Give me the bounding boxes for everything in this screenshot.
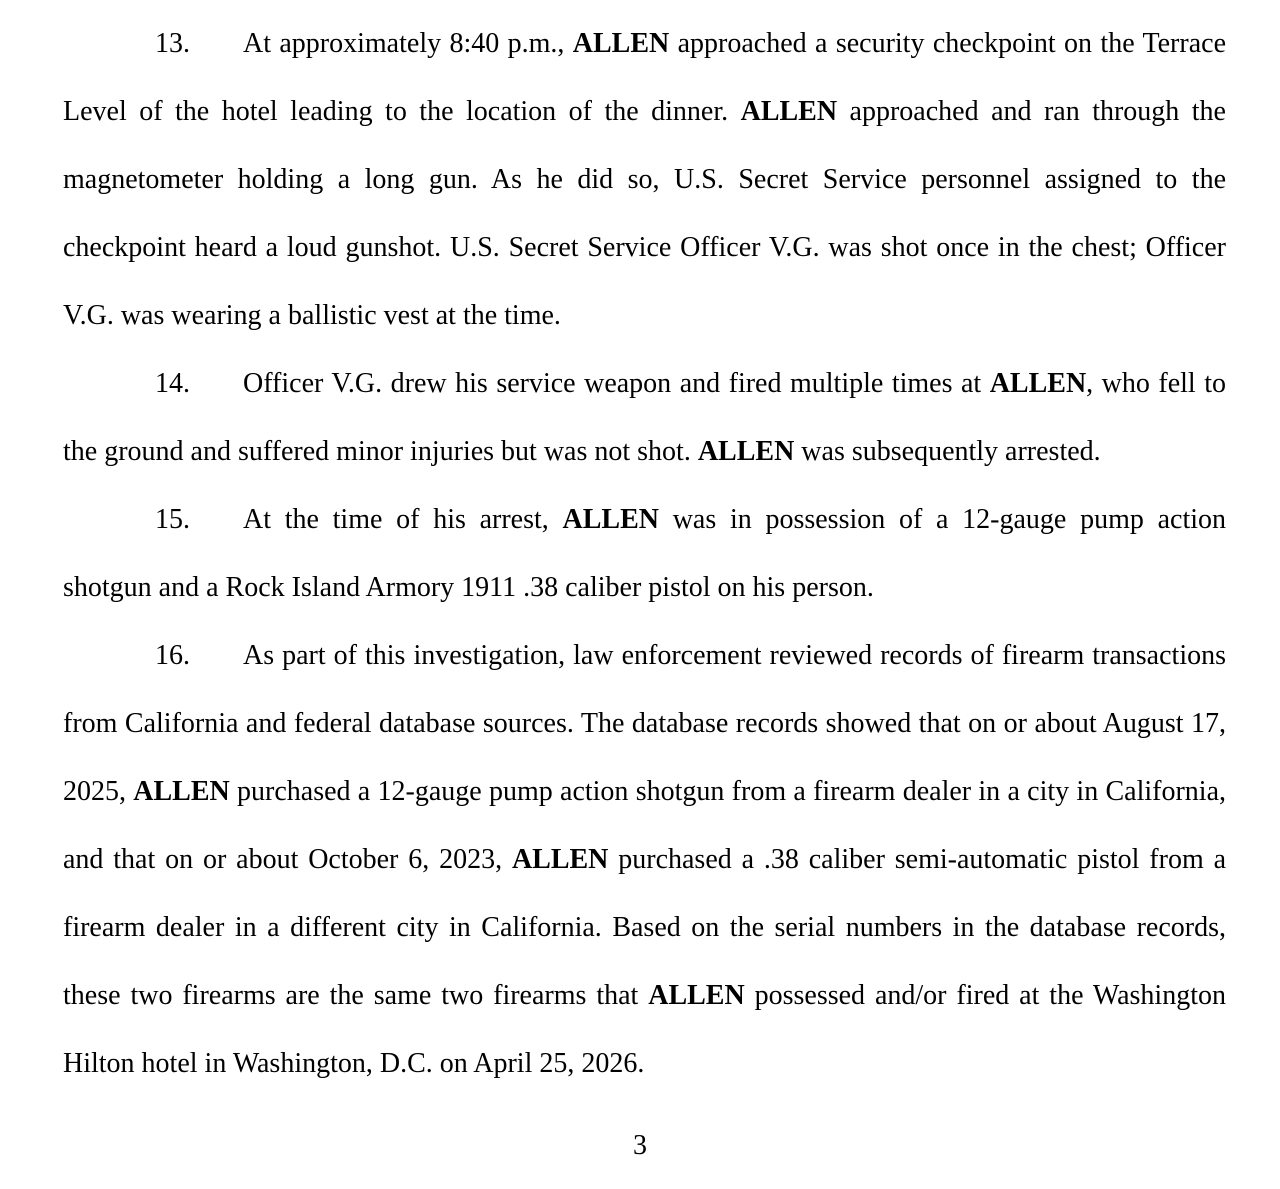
text-run: was in possession of a 12-gauge pump action shotgun and a Rock Island Armory 1911 .38 caliber pistol on his person. bbox=[63, 504, 1226, 603]
defendant-name: ALLEN bbox=[740, 96, 838, 127]
defendant-name: ALLEN bbox=[511, 844, 609, 875]
paragraph-number: 13. bbox=[155, 28, 190, 59]
text-run: approached a security checkpoint on the Terrace Level of the hotel leading to the location of the dinner. bbox=[63, 28, 1226, 127]
paragraph-number: 14. bbox=[155, 368, 190, 399]
paragraph-13 bbox=[63, 10, 1226, 350]
defendant-name: ALLEN bbox=[562, 504, 659, 535]
paragraph-14 bbox=[63, 350, 1226, 486]
paragraph-16 bbox=[63, 622, 1226, 1098]
text-run: approached and ran through the magnetometer holding a long gun. As he did so, U.S. Secret Service personnel assigned to the checkpoint heard a loud gunshot. U.S. Secret Service Officer V.G. was shot once in the chest; Officer V.G. was wearing a ballistic vest at the time. bbox=[63, 96, 1226, 331]
text-run: At approximately 8:40 p.m., bbox=[243, 28, 573, 59]
text-run: At the time of his arrest, bbox=[243, 504, 563, 535]
paragraph-number: 15. bbox=[155, 504, 190, 535]
text-run: possessed and/or fired at the Washington Hilton hotel in Washington, D.C. on April 25, 2026. bbox=[63, 980, 1226, 1079]
text-run: Officer V.G. drew his service weapon and fired multiple times at bbox=[243, 368, 990, 399]
text-run: was subsequently arrested. bbox=[794, 436, 1101, 467]
defendant-name: ALLEN bbox=[989, 368, 1087, 399]
text-run: As part of this investigation, law enforcement reviewed records of firearm transactions from California and federal database sources. The database records showed that on or about August 17, 2025, bbox=[63, 640, 1226, 807]
document-body bbox=[63, 10, 1226, 1098]
page-number: 3 bbox=[633, 1130, 647, 1161]
text-run: purchased a .38 caliber semi-automatic pistol from a firearm dealer in a different city in California. Based on the serial numbers in the database records, these two firearms are the same two firearms that bbox=[63, 844, 1227, 1011]
text-run: purchased a 12-gauge pump action shotgun from a firearm dealer in a city in California, and that on or about October 6, 2023, bbox=[63, 776, 1226, 875]
paragraph-number: 16. bbox=[155, 640, 190, 671]
defendant-name: ALLEN bbox=[572, 28, 670, 59]
defendant-name: ALLEN bbox=[133, 776, 230, 807]
defendant-name: ALLEN bbox=[697, 436, 795, 467]
text-run: , who fell to the ground and suffered minor injuries but was not shot. bbox=[63, 368, 1226, 467]
defendant-name: ALLEN bbox=[648, 980, 745, 1011]
paragraph-15 bbox=[63, 486, 1226, 622]
